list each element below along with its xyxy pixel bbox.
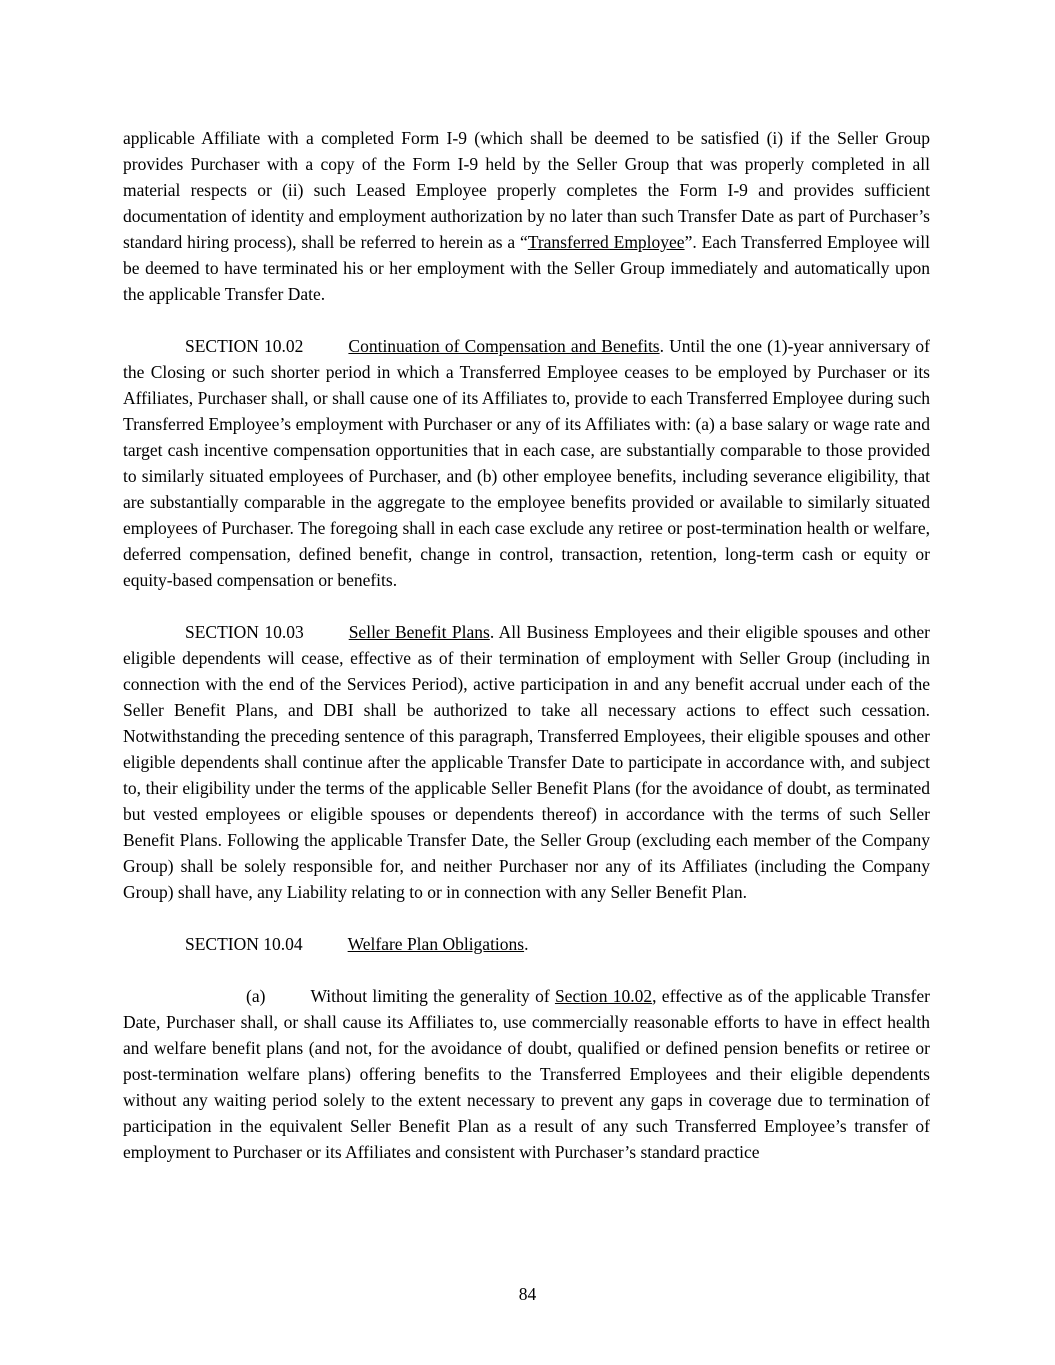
text-run: ”. Each Transferred Employee will be deemed to have terminated his or her employment with the Seller Group immediately and automatically upon the applicable Transfer Date. bbox=[123, 232, 930, 304]
text-run: . bbox=[524, 934, 529, 954]
underlined-text-run: Section 10.02 bbox=[554, 986, 653, 1006]
paragraph-section-10-04-a bbox=[123, 983, 930, 1165]
text-run: SECTION 10.02 bbox=[185, 336, 304, 356]
underlined-text-run: Welfare Plan Obligations bbox=[347, 934, 525, 954]
text-run: SECTION 10.03 bbox=[185, 622, 304, 642]
text-run: , effective as of the applicable Transfer Date, Purchaser shall, or shall cause its Affiliates to, use commercially reasonable efforts to have in effect health and welfare benefit plans (and not, for the avoidance of doubt, qualified or defined pension benefits or retiree or post-termination welfare plans) offering benefits to the Transferred Employees and their eligible dependents without any waiting period solely to the extent necessary to prevent any gaps in coverage due to termination of participation in the equivalent Seller Benefit Plan as a result of any such Transferred Employee’s transfer of employment to Purchaser or its Affiliates and consistent with Purchaser’s standard practice bbox=[123, 986, 930, 1162]
underlined-text-run: Continuation of Compensation and Benefits bbox=[348, 336, 660, 356]
paragraph-transferred-employee bbox=[123, 125, 930, 307]
text-run: SECTION 10.04 bbox=[185, 934, 303, 954]
text-run: applicable Affiliate with a completed Form I-9 (which shall be deemed to be satisfied (i) if the Seller Group provides Purchaser with a copy of the Form I-9 held by the Seller Group that was properly completed in all material respects or (ii) such Leased Employee properly completes the Form I-9 and provides sufficient documentation of identity and employment authorization by no later than such Transfer Date as part of Purchaser’s standard hiring process), shall be referred to herein as a “ bbox=[123, 128, 930, 252]
paragraph-section-10-02 bbox=[123, 333, 930, 593]
underlined-text-run: Transferred Employee bbox=[527, 232, 685, 252]
paragraph-section-10-03 bbox=[123, 619, 930, 905]
text-run: Without limiting the generality of bbox=[310, 986, 555, 1006]
text-run: (a) bbox=[246, 986, 266, 1006]
text-run: . All Business Employees and their eligible spouses and other eligible dependents will cease, effective as of their termination of employment with Seller Group (including in connection with the end of the Services Period), active participation in and any benefit accrual under each of the Seller Benefit Plans, and DBI shall be authorized to take all necessary actions to effect such cessation. Notwithstanding the preceding sentence of this paragraph, Transferred Employees, their eligible spouses and other eligible dependents shall continue after the applicable Transfer Date to participate in accordance with, and subject to, their eligibility under the terms of the applicable Seller Benefit Plans (for the avoidance of doubt, as terminated but vested employees or eligible spouses or dependents thereof) in accordance with the terms of such Seller Benefit Plans. Following the applicable Transfer Date, the Seller Group (excluding each member of the Company Group) shall be solely responsible for, and neither Purchaser nor any of its Affiliates (including the Company Group) shall have, any Liability relating to or in connection with any Seller Benefit Plan. bbox=[123, 622, 930, 902]
text-run: . Until the one (1)-year anniversary of the Closing or such shorter period in which a Transferred Employee ceases to be employed by Purchaser or its Affiliates, Purchaser shall, or shall cause one of its Affiliates to, provide to each Transferred Employee during such Transferred Employee’s employment with Purchaser or any of its Affiliates with: (a) a base salary or wage rate and target cash incentive compensation opportunities that in each case, are substantially comparable to those provided to similarly situated employees of Purchaser, and (b) other employee benefits, including severance eligibility, that are substantially comparable in the aggregate to the employee benefits provided or available to similarly situated employees of Purchaser. The foregoing shall in each case exclude any retiree or post-termination health or welfare, deferred compensation, defined benefit, change in control, transaction, retention, long-term cash or equity or equity-based compensation or benefits. bbox=[123, 336, 931, 590]
paragraph-section-10-04 bbox=[123, 931, 930, 957]
page-number: 84 bbox=[518, 1284, 537, 1304]
underlined-text-run: Seller Benefit Plans bbox=[348, 622, 490, 642]
